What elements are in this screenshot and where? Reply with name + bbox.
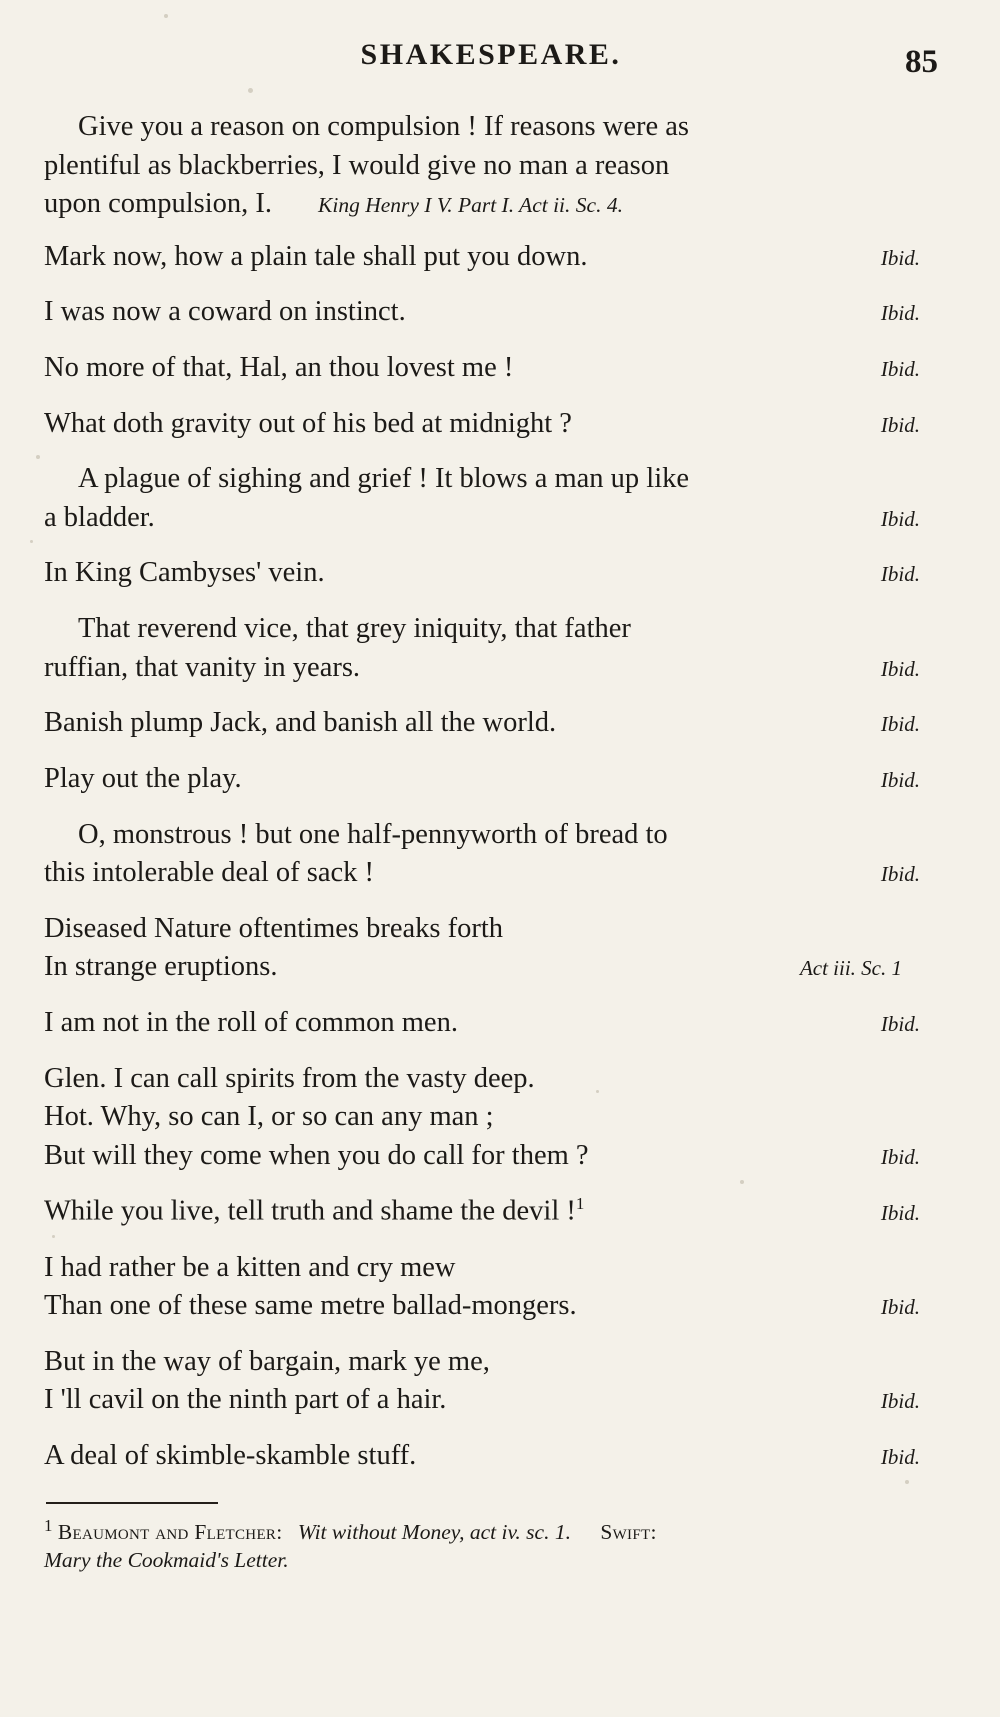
- quote-line: O, monstrous ! but one half-pennyworth of bread to: [78, 818, 668, 850]
- citation: Ibid.: [880, 1389, 920, 1414]
- quote-line: Mark now, how a plain tale shall put you down.: [44, 240, 588, 272]
- quote-block: [44, 610, 938, 687]
- quote-block: [44, 405, 938, 444]
- page-body: [44, 108, 938, 1574]
- quote-line: Banish plump Jack, and banish all the world.: [44, 707, 557, 739]
- citation: Ibid.: [880, 245, 920, 270]
- quote-line: In King Cambyses' vein.: [44, 557, 325, 589]
- quote-line: this intolerable deal of sack !: [44, 857, 375, 889]
- footnote-authors: Beaumont and Fletcher:: [57, 1519, 283, 1544]
- quote-line: plentiful as blackberries, I would give no man a reason: [44, 149, 670, 181]
- quote-block: [44, 108, 938, 224]
- quote-block: [44, 704, 938, 743]
- quote-block: [44, 293, 938, 332]
- footnote-work-2: Mary the Cookmaid's Letter.: [44, 1548, 289, 1573]
- citation: Act iii. Sc. 1: [799, 956, 902, 981]
- quote-line-text: While you live, tell truth and shame the devil !: [44, 1195, 576, 1227]
- citation: King Henry I V. Part I. Act ii. Sc. 4.: [318, 193, 623, 218]
- quote-line: ruffian, that vanity in years.: [44, 651, 361, 683]
- footnote-work: Wit without Money, act iv. sc. 1.: [297, 1519, 571, 1544]
- quote-block: [44, 1004, 938, 1043]
- citation: Ibid.: [880, 562, 920, 587]
- quote-line: Than one of these same metre ballad-mongers.: [44, 1290, 577, 1322]
- citation: Ibid.: [880, 1144, 920, 1169]
- citation: Ibid.: [880, 357, 920, 382]
- quote-line: That reverend vice, that grey iniquity, that father: [78, 613, 631, 645]
- quote-line-text: upon compulsion, I.: [44, 188, 272, 220]
- quote-block: [44, 1249, 938, 1326]
- quote-line: I had rather be a kitten and cry mew: [44, 1251, 456, 1283]
- footnote-divider: [46, 1502, 218, 1504]
- quote-line: A plague of sighing and grief ! It blows a man up like: [78, 463, 690, 495]
- footnote: [44, 1515, 938, 1575]
- quote-block: [44, 910, 938, 987]
- quote-line: But in the way of bargain, mark ye me,: [44, 1345, 490, 1377]
- quote-line: I 'll cavil on the ninth part of a hair.: [44, 1384, 447, 1416]
- citation: Ibid.: [880, 1295, 920, 1320]
- quote-line: I was now a coward on instinct.: [44, 296, 406, 328]
- citation: Ibid.: [880, 1200, 920, 1225]
- quote-line: Hot. Why, so can I, or so can any man ;: [44, 1101, 494, 1133]
- footnote-reference[interactable]: 1: [575, 1194, 585, 1214]
- paper-speck: [30, 540, 33, 543]
- quote-block: [44, 816, 938, 893]
- quote-line: Glen. I can call spirits from the vasty deep.: [44, 1062, 535, 1094]
- page-header: [44, 38, 938, 94]
- paper-speck: [36, 455, 40, 459]
- citation: Ibid.: [880, 767, 920, 792]
- quote-line: But will they come when you do call for them ?: [44, 1139, 589, 1171]
- quote-block: [44, 554, 938, 593]
- quote-block: [44, 1343, 938, 1420]
- quote-block: [44, 460, 938, 537]
- quote-block: [44, 238, 938, 277]
- quote-line: Play out the play.: [44, 762, 242, 794]
- quote-block: [44, 1060, 938, 1176]
- quote-line: What doth gravity out of his bed at midnight ?: [44, 407, 572, 439]
- citation: Ibid.: [880, 656, 920, 681]
- citation: Ibid.: [880, 412, 920, 437]
- quote-block: [44, 1437, 938, 1476]
- citation: Ibid.: [880, 1011, 920, 1036]
- citation: Ibid.: [880, 712, 920, 737]
- footnote-author-2: Swift:: [600, 1519, 657, 1544]
- quote-line: No more of that, Hal, an thou lovest me !: [44, 352, 514, 384]
- quote-block: [44, 349, 938, 388]
- quote-line: Give you a reason on compulsion ! If reasons were as: [78, 111, 689, 142]
- footnote-line: [44, 1515, 938, 1547]
- quote-line: In strange eruptions.: [44, 951, 278, 983]
- quote-line-with-citation: [44, 185, 938, 224]
- quote-line: A deal of skimble-skamble stuff.: [44, 1439, 417, 1471]
- citation: Ibid.: [880, 1444, 920, 1469]
- quote-block: [44, 760, 938, 799]
- citation: Ibid.: [880, 301, 920, 326]
- paper-speck: [164, 14, 168, 18]
- running-head-title: SHAKESPEARE.: [360, 38, 622, 71]
- citation: Ibid.: [880, 506, 920, 531]
- footnote-marker: 1: [44, 1515, 53, 1535]
- page-number: 85: [905, 44, 938, 80]
- citation: Ibid.: [880, 862, 920, 887]
- quote-block: [44, 1192, 938, 1231]
- quote-line: I am not in the roll of common men.: [44, 1006, 458, 1038]
- quote-line: [44, 1192, 584, 1231]
- quote-line: a bladder.: [44, 501, 155, 533]
- quote-line: Diseased Nature oftentimes breaks forth: [44, 912, 504, 944]
